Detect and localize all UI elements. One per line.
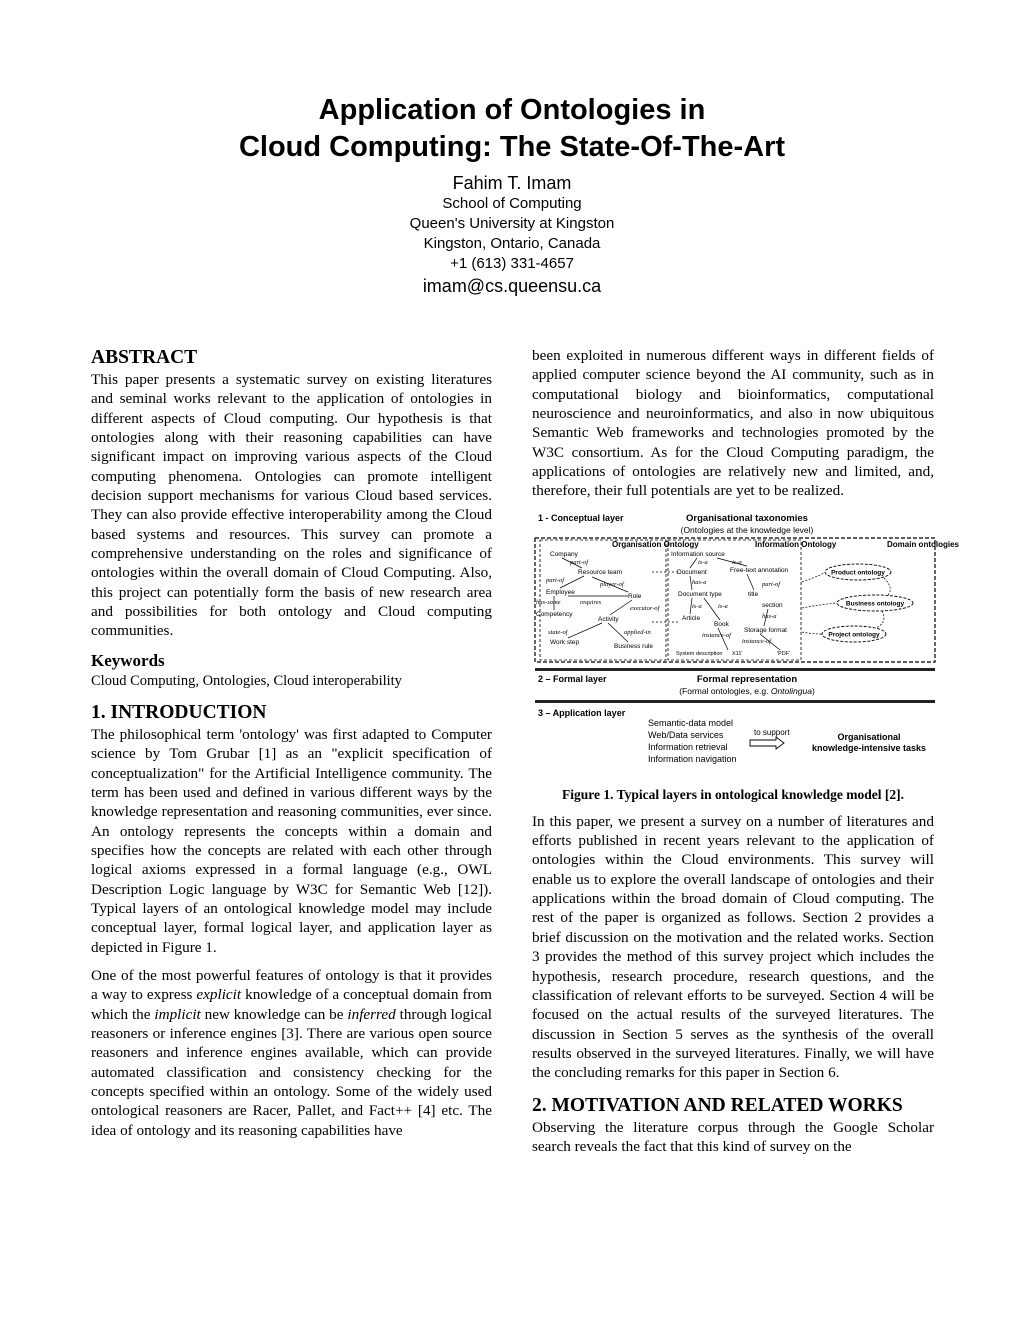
edge-is-a: is-a: [692, 602, 702, 610]
edge-instance-of: instance-of: [702, 631, 731, 639]
product-ontology-label: Product ontology: [831, 569, 885, 577]
keywords-text: Cloud Computing, Ontologies, Cloud interoperability: [91, 672, 402, 689]
text-run: ): [811, 685, 815, 696]
edge-requires: requires: [580, 598, 602, 606]
business-ontology-label: Business ontology: [845, 600, 905, 608]
application-items: [648, 718, 737, 764]
edge-is-a: is-a: [698, 558, 708, 566]
node-competency: Competency: [536, 610, 573, 618]
layer-3-label: 3 – Application layer: [538, 707, 626, 718]
organisation-ontology-label: [612, 540, 699, 549]
figure-1: [532, 510, 959, 776]
node-document-type: Document type: [678, 590, 722, 598]
app-item-information-retrieval: Information retrieval: [648, 741, 728, 752]
edge-state-of: state-of: [548, 628, 568, 636]
support-arrow: [750, 737, 784, 749]
label-text: Organisation Ontology: [612, 539, 699, 549]
edge-executor-of: executor-of: [630, 604, 660, 612]
author-phone: +1 (613) 331-4657: [450, 255, 574, 272]
information-nodes: [671, 551, 790, 657]
affiliation-line: Queen's University at Kingston: [409, 215, 615, 232]
node-employee: Employee: [546, 588, 575, 596]
domain-link: [802, 603, 837, 608]
edge-line: [568, 623, 602, 638]
edge-line: [610, 600, 632, 615]
introduction-heading: 1. INTRODUCTION: [91, 701, 267, 723]
layer-1-label: 1 - Conceptual layer: [538, 512, 624, 523]
edge-is-a: is-a: [732, 558, 742, 566]
domain-ontology-ellipses: [822, 564, 913, 642]
edge-has-some: has-some: [536, 598, 561, 606]
app-item-web-data-services: Web/Data services: [648, 729, 724, 740]
text-run: through logical reasoners or inference engines [3]. There are various open source reasoners and inference engines available, which can provide automated classification and consistency checking for the concepts specified within an ontology. Some of the widely used ontological reasoners are Racer, Pallet, and Fact++ [4] etc. The idea of ontology and its reasoning capabilities have: [91, 1005, 493, 1139]
information-ontology-box: [668, 540, 801, 660]
node-book: Book: [714, 620, 729, 628]
abstract-heading: ABSTRACT: [91, 347, 198, 368]
author-name: Fahim T. Imam: [452, 173, 572, 193]
left-column: [91, 346, 492, 1140]
org-taxonomies-sub: (Ontologies at the knowledge level): [680, 524, 814, 535]
affiliation-line: Kingston, Ontario, Canada: [423, 235, 601, 252]
edge-part-of: part-of: [762, 580, 781, 588]
text-run: One of the most powerful features of ontology is that it provides a way to express: [91, 966, 492, 1004]
edge-line: [747, 574, 754, 590]
ontolingua-emphasis: Ontolingua: [770, 685, 812, 696]
paper-title: [0, 92, 1024, 166]
author-block: [0, 172, 1024, 298]
domain-link: [802, 572, 825, 582]
edge-is-a: is-a: [718, 602, 728, 610]
emphasis-inferred: inferred: [347, 1005, 396, 1023]
formal-representation-label: Formal representation: [696, 673, 798, 685]
app-item-semantic-data-model: Semantic-data model: [648, 717, 734, 728]
org-tasks-line-1: Organisational: [837, 731, 901, 742]
right-column: [532, 346, 959, 1156]
node-document: Document: [677, 568, 707, 576]
edge-has-a: has-a: [762, 612, 777, 620]
node-x11: X11': [732, 650, 743, 657]
introduction-paragraph-2: [91, 966, 492, 1140]
layers-diagram: [532, 510, 959, 776]
node-work-step: Work step: [550, 638, 580, 646]
node-information-source: Information source: [671, 550, 725, 558]
domain-link: [884, 578, 890, 595]
introduction-paragraph-1: The philosophical term 'ontology' was first adapted to Computer science by Tom Grubar [1] as an "explicit specification of conceptualization" for the Artificial Intelligence community. The term has been used and defined in various different ways by the knowledge representation and reasoning communities, ever since. An ontology represents the concepts within a domain and specifies how the concepts are related with each other through logical axioms expressed in a formal language (e.g., OWL Description Logic language by W3C for Semantic Web [12]). Typical layers of an ontological knowledge model may include conceptual layer, formal logical layer, and application layer as depicted in Figure 1.: [91, 725, 492, 956]
introduction-paragraph-3: been exploited in numerous different ways in different fields of applied computer science beyond the AI community, such as in computational biology and bioinformatics, computational neuroscience and neuroinformatics, and also in now ubiquitous Semantic Web frameworks and technologies promoted by the W3C consortium. As for the Cloud Computing paradigm, the applications of ontologies are relatively new and limited, and, therefore, their full potentials are yet to be realized.: [532, 347, 934, 500]
text-run: new knowledge can be: [200, 1005, 348, 1023]
layer-separator: [535, 668, 935, 671]
node-role: Role: [628, 592, 642, 600]
node-title: title: [748, 590, 759, 598]
app-item-information-navigation: Information navigation: [648, 753, 737, 764]
org-tasks-line-2: knowledge-intensive tasks: [811, 742, 927, 753]
node-activity: Activity: [598, 615, 619, 623]
introduction-paragraph-4: In this paper, we present a survey on a number of literatures and efforts published in recent years relevant to the application of ontologies within the Cloud environments. This survey will enable us to explore the overall landscape of ontologies and their applications within the broad domain of Cloud computing. The rest of the paper is organized as follows. Section 2 provides a brief discussion on the motivation and the related works. Section 3 provides the method of this survey project which includes the hypothesis, research procedure, research questions, and the classification of relevant efforts to be surveyed. Section 4 will be focused on the actual results of the surveyed literatures. The discussion in Section 5 serves as the synthesis of the overall results observed in the surveyed literatures. Finally, we will have the concluding remarks for this paper in Section 6.: [532, 812, 934, 1082]
motivation-paragraph-1: Observing the literature corpus through the Google Scholar search reveals the fact that this kind of survey on the: [532, 1118, 934, 1155]
org-taxonomies-label: Organisational taxonomies: [686, 512, 808, 524]
motivation-heading: 2. MOTIVATION AND RELATED WORKS: [532, 1094, 903, 1116]
node-free-text-annotation: Free-text annotation: [730, 566, 789, 574]
organisation-nodes: [536, 551, 661, 650]
text-run: knowledge of a conceptual domain from which the: [91, 986, 492, 1023]
domain-link: [802, 632, 822, 634]
edge-player-of: player-of: [600, 580, 624, 588]
project-ontology-label: Project ontology: [828, 631, 880, 639]
edge-part-of: part-of: [570, 558, 589, 566]
node-section: section: [762, 601, 783, 609]
node-pdf: 'PDF': [777, 650, 791, 657]
title-line-2: Cloud Computing: The State-Of-The-Art: [238, 131, 786, 163]
abstract-text: This paper presents a systematic survey on existing literatures and seminal works relevant to the application of ontologies in different aspects of Cloud computing. Our hypothesis is that ontologies along with their reasoning capabilities can have significant impact on improving various aspects of the Cloud computing phenomena. Ontologies can promote intelligent decision support mechanisms for various Cloud based services. They can also provide effective interoperability among the Cloud based systems and resources. This survey can promote a comprehensive understanding on the roles and significance of ontologies within the overall domain of Cloud Computing. Also, this project can potentially form the basis of new research area and possibilities for both ontology and Cloud computing communities.: [91, 371, 492, 640]
to-support-label: to support: [754, 727, 790, 737]
node-company: Company: [550, 550, 578, 558]
emphasis-implicit: implicit: [154, 1005, 201, 1023]
layer-2-label: 2 – Formal layer: [538, 673, 607, 684]
emphasis-explicit: explicit: [196, 986, 242, 1004]
node-business-rule: Business rule: [614, 642, 654, 650]
layer-separator: [535, 700, 935, 703]
domain-ontologies-label: Domain ontologies: [887, 539, 959, 549]
domain-link: [876, 611, 884, 628]
node-system-description: System description: [676, 650, 723, 657]
node-article: Article: [682, 614, 701, 622]
formal-representation-sub: [679, 686, 815, 696]
information-ontology-label: Information Ontology: [755, 539, 837, 549]
node-storage-format: Storage format: [744, 626, 787, 634]
keywords-heading: Keywords: [91, 650, 165, 670]
text-run: (Formal ontologies, e.g.: [679, 685, 771, 696]
edge-part-of: part-of: [546, 576, 565, 584]
edge-has-a: has-a: [692, 578, 707, 586]
edge-line: [690, 558, 697, 568]
author-email: imam@cs.queensu.ca: [422, 276, 602, 296]
edge-instance-of: instance-of: [742, 637, 771, 645]
affiliation-line: School of Computing: [442, 195, 582, 212]
figure-caption: Figure 1. Typical layers in ontological knowledge model [2].: [562, 786, 904, 802]
title-line-1: Application of Ontologies in: [318, 94, 706, 126]
edge-applied-in: applied-in: [624, 628, 651, 636]
node-resource-team: Resource team: [578, 568, 623, 576]
